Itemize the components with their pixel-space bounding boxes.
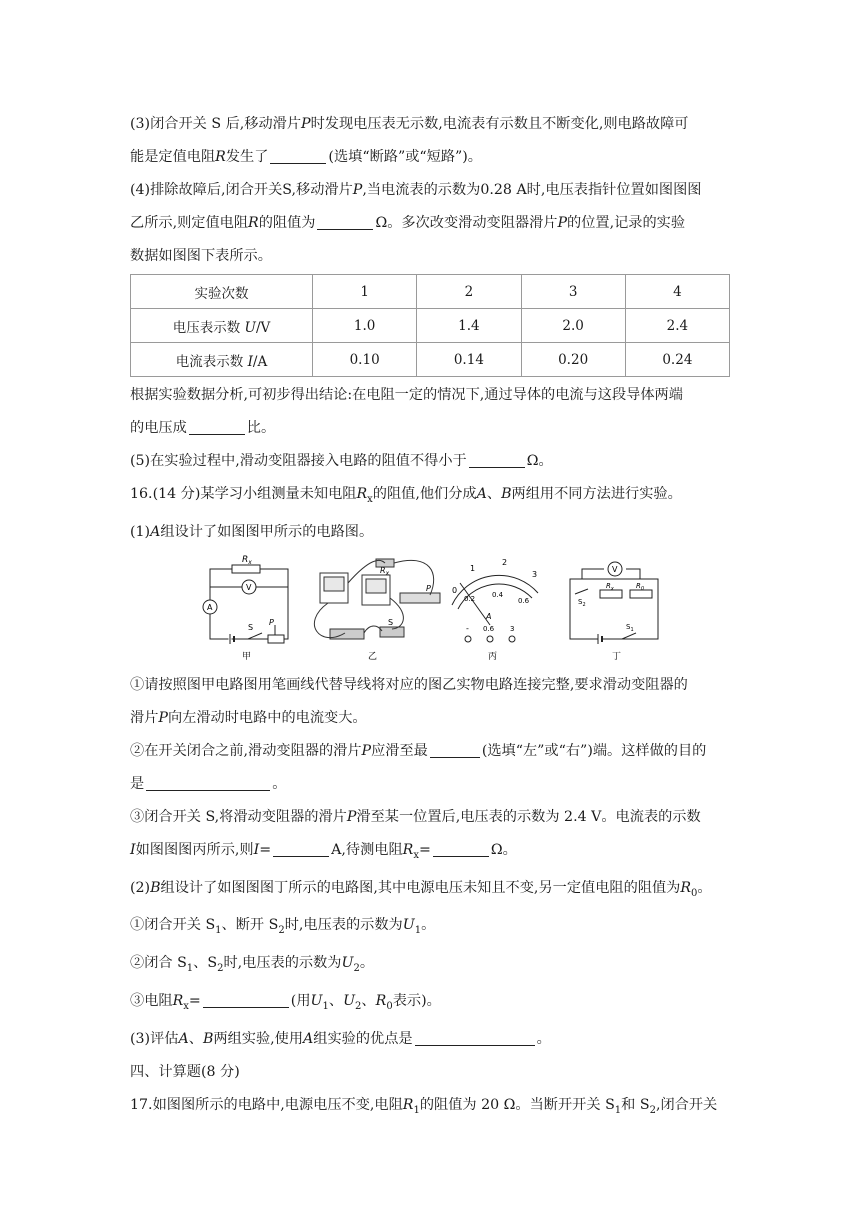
q16-step2-line1: ②在开关闭合之前,滑动变阻器的滑片P应滑至最 (选填“左”或“右”)端。这样做的目的 xyxy=(130,742,707,759)
table-cell: 电流表示数 I/A xyxy=(131,343,313,377)
table-cell: 3 xyxy=(521,275,625,309)
answer-blank[interactable] xyxy=(469,451,525,468)
fig-jia-a: A xyxy=(207,602,213,612)
fig-yi-rx: $R_x$ xyxy=(380,565,390,577)
fig-yi-s: S xyxy=(388,617,394,627)
fig-jia-p: P xyxy=(269,617,274,627)
fig-bing-tick-02: 0.2 xyxy=(464,594,476,603)
answer-blank[interactable] xyxy=(189,418,245,435)
figure-bing xyxy=(452,575,538,642)
fig-label-jia: 甲 xyxy=(242,651,252,662)
fig-label-bing: 丙 xyxy=(488,651,498,662)
table-cell: 实验次数 xyxy=(131,275,313,309)
q15-part4-line2: 乙所示,则定值电阻R的阻值为 Ω。多次改变滑动变阻器滑片P的位置,记录的实验 xyxy=(130,215,686,231)
fig-ding-r0: $R_0$ xyxy=(636,581,645,592)
fig-bing-a: A xyxy=(486,611,492,621)
fig-jia-s: S xyxy=(248,622,254,632)
q16-intro: 16.(14 分)某学习小组测量未知电阻$R_x$的阻值,他们分成A、B两组用不同方法进行实验。 xyxy=(130,486,682,505)
figure-jia xyxy=(203,565,288,645)
q16-step3-line1: ③闭合开关 S,将滑动变阻器的滑片P滑至某一位置后,电压表的示数为 2.4 V。电流表的示数 xyxy=(130,808,701,825)
table-cell: 0.24 xyxy=(625,343,729,377)
table-cell: 0.14 xyxy=(417,343,521,377)
table-cell: 电压表示数 U/V xyxy=(131,309,313,343)
figure-yi xyxy=(314,559,440,639)
fig-bing-tick-1: 1 xyxy=(470,563,476,573)
fig-bing-term-06: 0.6 xyxy=(483,624,495,633)
fig-ding-s2: $S_2$ xyxy=(578,597,586,608)
table-cell: 0.20 xyxy=(521,343,625,377)
fig-ding-v: V xyxy=(612,564,618,574)
fig-bing-tick-3: 3 xyxy=(532,569,538,579)
fig-label-ding: 丁 xyxy=(612,651,622,662)
fig-bing-term-minus: - xyxy=(466,623,469,633)
table-cell: 4 xyxy=(625,275,729,309)
fig-bing-tick-2: 2 xyxy=(502,557,508,567)
q16-part2: (2)B组设计了如图图图丁所示的电路图,其中电源电压未知且不变,另一定值电阻的阻值为$R_0$。 xyxy=(130,879,712,899)
q16-step3-line2: I如图图图丙所示,则I= A,待测电阻$R_x= \Omega$。 xyxy=(130,841,517,861)
fig-bing-tick-06: 0.6 xyxy=(518,596,530,605)
q16-part3: (3)评估A、B两组实验,使用A组实验的优点是 。 xyxy=(130,1030,551,1047)
fig-ding-s1: $S_1$ xyxy=(626,622,634,633)
answer-blank[interactable] xyxy=(317,213,373,230)
q16-b-step3: ③电阻$R_x=$ (用$U_1$、$U_2$、$R_0$表示)。 xyxy=(130,993,441,1012)
table-cell: 1.0 xyxy=(313,309,417,343)
circuit-figures-svg xyxy=(130,553,745,663)
fig-bing-term-3: 3 xyxy=(510,624,515,633)
fig-yi-p: P xyxy=(426,583,431,593)
exam-page xyxy=(130,108,745,1127)
q15-part4-line1: (4)排除故障后,闭合开关S,移动滑片P,当电流表的示数为0.28 A时,电压表指针位置如图图图 xyxy=(130,182,702,198)
fig-ding-rx: $R_x$ xyxy=(606,581,614,592)
q16-b-step2: ②闭合 $S_1$、$S_2$时,电压表的示数为$U_2$。 xyxy=(130,955,375,975)
q15-conclusion-line2: 的电压成 比。 xyxy=(130,420,276,436)
answer-blank[interactable] xyxy=(415,1029,535,1046)
table-cell: 2.0 xyxy=(521,309,625,343)
q15-part3-line2: 能是定值电阻R发生了 (选填“断路”或“短路”)。 xyxy=(130,149,482,165)
answer-blank[interactable] xyxy=(270,147,326,164)
data-table xyxy=(130,274,730,377)
table-cell: 2.4 xyxy=(625,309,729,343)
q16-b-step1: ①闭合开关 $S_1$、断开 $S_2$时,电压表的示数为$U_1$。 xyxy=(130,917,436,937)
table-row xyxy=(131,343,730,377)
q15-part5: (5)在实验过程中,滑动变阻器接入电路的阻值不得小于 Ω。 xyxy=(130,453,553,469)
answer-blank[interactable] xyxy=(203,991,289,1008)
fig-jia-rx: $R_x$ xyxy=(242,554,252,566)
table-cell: 1 xyxy=(313,275,417,309)
answer-blank[interactable] xyxy=(273,840,329,857)
q16-step2-line2: 是 。 xyxy=(130,775,287,792)
q16-step1-line1: ①请按照图甲电路图用笔画线代替导线将对应的图乙实物电路连接完整,要求滑动变阻器的 xyxy=(130,676,688,693)
table-cell: 2 xyxy=(417,275,521,309)
table-row xyxy=(131,309,730,343)
answer-blank[interactable] xyxy=(433,840,489,857)
circuit-figures xyxy=(130,553,745,663)
fig-bing-tick-04: 0.4 xyxy=(492,590,504,599)
answer-blank[interactable] xyxy=(146,774,270,791)
q15-conclusion-line1: 根据实验数据分析,可初步得出结论:在电阻一定的情况下,通过导体的电流与这段导体两端 xyxy=(130,387,683,403)
table-cell: 0.10 xyxy=(313,343,417,377)
q17-line1: 17.如图图所示的电路中,电源电压不变,电阻$R_1$的阻值为 20 Ω。当断开开关 $S_1$和 $S_2$,闭合开关 xyxy=(130,1096,718,1116)
answer-blank[interactable] xyxy=(430,741,480,758)
fig-jia-v: V xyxy=(246,582,252,592)
section-heading: 四、计算题(8 分) xyxy=(130,1063,240,1080)
q15-part4-line3: 数据如图图下表所示。 xyxy=(130,248,272,264)
q16-step1-line2: 滑片P向左滑动时电路中的电流变大。 xyxy=(130,709,367,726)
fig-label-yi: 乙 xyxy=(368,651,378,662)
q16-part1: (1)A组设计了如图图甲所示的电路图。 xyxy=(130,523,374,540)
q15-part3-line1: (3)闭合开关 S 后,移动滑片P时发现电压表无示数,电流表有示数且不断变化,则电路故障可 xyxy=(130,116,689,132)
table-cell: 1.4 xyxy=(417,309,521,343)
table-row xyxy=(131,275,730,309)
fig-bing-tick-0: 0 xyxy=(452,585,458,595)
